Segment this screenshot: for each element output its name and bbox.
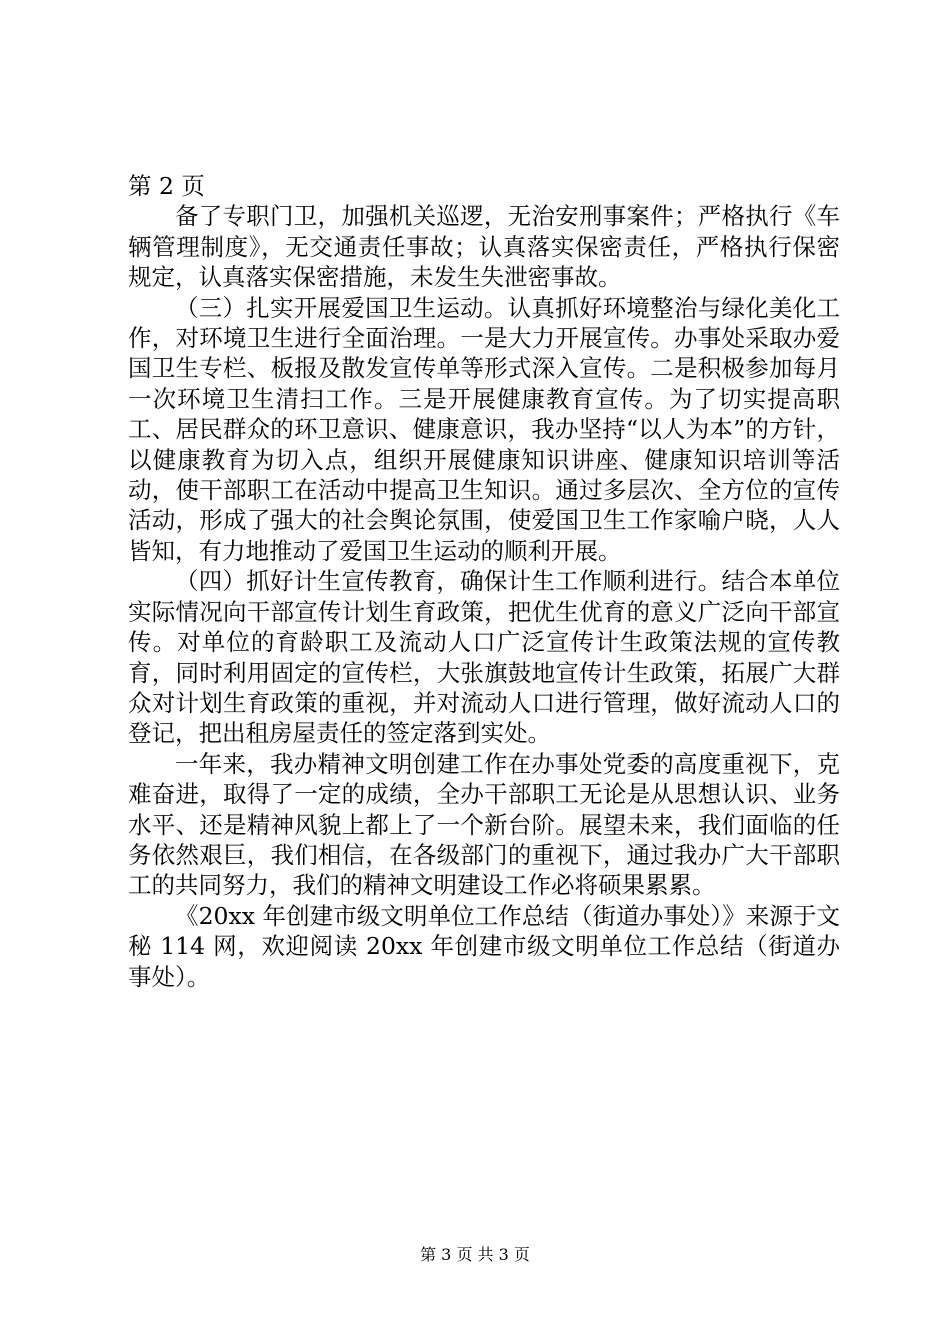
paragraph-security: 备了专职门卫，加强机关巡逻，无治安刑事案件；严格执行《车辆管理制度》，无交通责任事故；认真落实保密责任，严格执行保密规定，认真落实保密措施，未发生失泄密事故。 [128, 202, 840, 292]
paragraph-source-note: 《20xx 年创建市级文明单位工作总结（街道办事处）》来源于文秘 114 网，欢迎阅读 20xx 年创建市级文明单位工作总结（街道办事处）。 [128, 901, 840, 991]
document-body [128, 171, 840, 992]
paragraph-conclusion: 一年来，我办精神文明创建工作在办事处党委的高度重视下，克难奋进，取得了一定的成绩，全办干部职工无论是从思想认识、业务水平、还是精神风貌上都上了一个新台阶。展望未来，我们面临的任务依然艰巨，我们相信，在各级部门的重视下，通过我办广大干部职工的共同努力，我们的精神文明建设工作必将硕果累累。 [128, 749, 840, 900]
paragraph-family-planning: （四）抓好计生宣传教育，确保计生工作顺利进行。结合本单位实际情况向干部宣传计划生育政策，把优生优育的意义广泛向干部宣传。对单位的育龄职工及流动人口广泛宣传计生政策法规的宣传教育，同时利用固定的宣传栏，大张旗鼓地宣传计生政策，拓展广大群众对计划生育政策的重视，并对流动人口进行管理，做好流动人口的登记，把出租房屋责任的签定落到实处。 [128, 567, 840, 748]
page-label: 第 2 页 [128, 172, 205, 200]
paragraph-sanitation: （三）扎实开展爱国卫生运动。认真抓好环境整治与绿化美化工作，对环境卫生进行全面治理。一是大力开展宣传。办事处采取办爱国卫生专栏、板报及散发宣传单等形式深入宣传。二是积极参加每月一次环境卫生清扫工作。三是开展健康教育宣传。为了切实提高职工、居民群众的环卫意识、健康意识，我办坚持“以人为本”的方针，以健康教育为切入点，组织开展健康知识讲座、健康知识培训等活动，使干部职工在活动中提高卫生知识。通过多层次、全方位的宣传活动，形成了强大的社会舆论氛围，使爱国卫生工作家喻户晓，人人皆知，有力地推动了爱国卫生运动的顺利开展。 [128, 293, 840, 565]
page-footer: 第 3 页 共 3 页 [420, 1245, 530, 1264]
